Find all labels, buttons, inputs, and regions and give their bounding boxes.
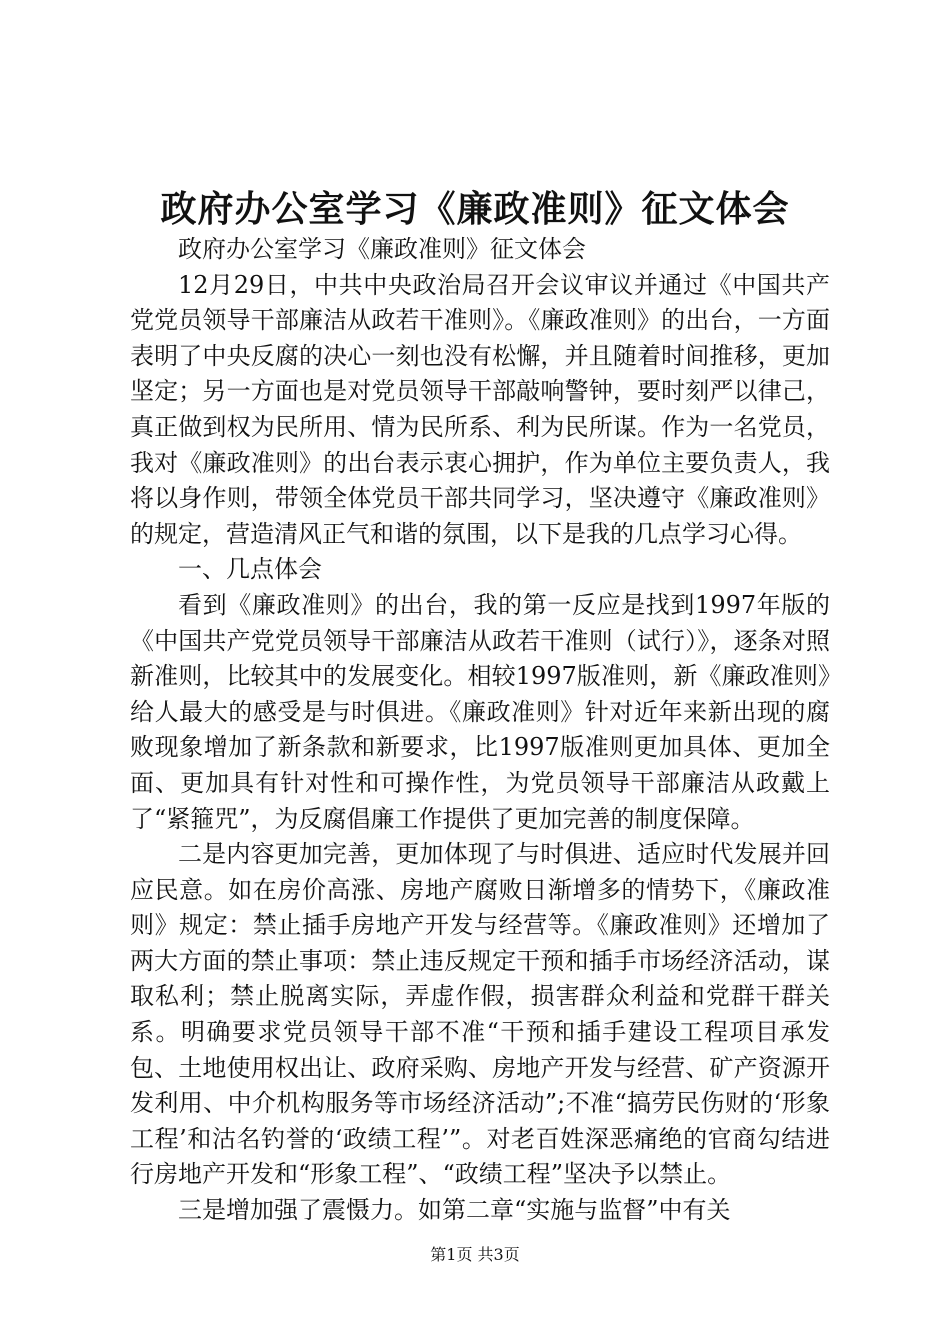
page-number-footer: 第1页 共3页 bbox=[430, 1245, 520, 1264]
section-heading: 一、几点体会 bbox=[178, 555, 322, 584]
subtitle-paragraph: 政府办公室学习《廉政准则》征文体会 bbox=[178, 235, 586, 263]
intro-paragraph: 12月29日，中共中央政治局召开会议审议并通过《中国共产党党员领导干部廉洁从政若干准则》。《廉政准则》的出台，一方面表明了中央反腐的决心一刻也没有松懈，并且随着时间推移，更加坚定；另一方面也是对党员领导干部敲响警钟，要时刻严以律己，真正做到权为民所用、情为民所系、利为民所谋。作为一名党员，我对《廉政准则》的出台表示衷心拥护，作为单位主要负责人，我将以身作则，带领全体党员干部共同学习，坚决遵守《廉政准则》的规定，营造清风正气和谐的氛围，以下是我的几点学习心得。 bbox=[130, 270, 830, 548]
body-paragraph-1: 看到《廉政准则》的出台，我的第一反应是找到1997年版的《中国共产党党员领导干部廉洁从政若干准则（试行）》，逐条对照新准则，比较其中的发展变化。相较1997版准则，新《廉政准则》给人最大的感受是与时俱进。《廉政准则》针对近年来新出现的腐败现象增加了新条款和新要求，比1997版准则更加具体、更加全面、更加具有针对性和可操作性，为党员领导干部廉洁从政戴上了“紧箍咒”，为反腐倡廉工作提供了更加完善的制度保障。 bbox=[130, 590, 830, 833]
body-paragraph-3: 三是增加强了震慑力。如第二章“实施与监督”中有关 bbox=[178, 1196, 731, 1225]
body-paragraph-2: 二是内容更加完善，更加体现了与时俱进、适应时代发展并回应民意。如在房价高涨、房地产腐败日渐增多的情势下，《廉政准则》规定：禁止插手房地产开发与经营等。《廉政准则》还增加了两大方面的禁止事项：禁止违反规定干预和插手市场经济活动，谋取私利；禁止脱离实际，弄虚作假，损害群众利益和党群干群关系。明确要求党员领导干部不准“干预和插手建设工程项目承发包、土地使用权出让、政府采购、房地产开发与经营、矿产资源开发利用、中介机构服务等市场经济活动”;不准“搞劳民伤财的‘形象工程’和沽名钓誉的‘政绩工程’”。对老百姓深恶痛绝的官商勾结进行房地产开发和“形象工程”、“政绩工程”坚决予以禁止。 bbox=[130, 840, 830, 1189]
document-title: 政府办公室学习《廉政准则》征文体会 bbox=[160, 188, 790, 230]
document-body bbox=[130, 232, 830, 1229]
